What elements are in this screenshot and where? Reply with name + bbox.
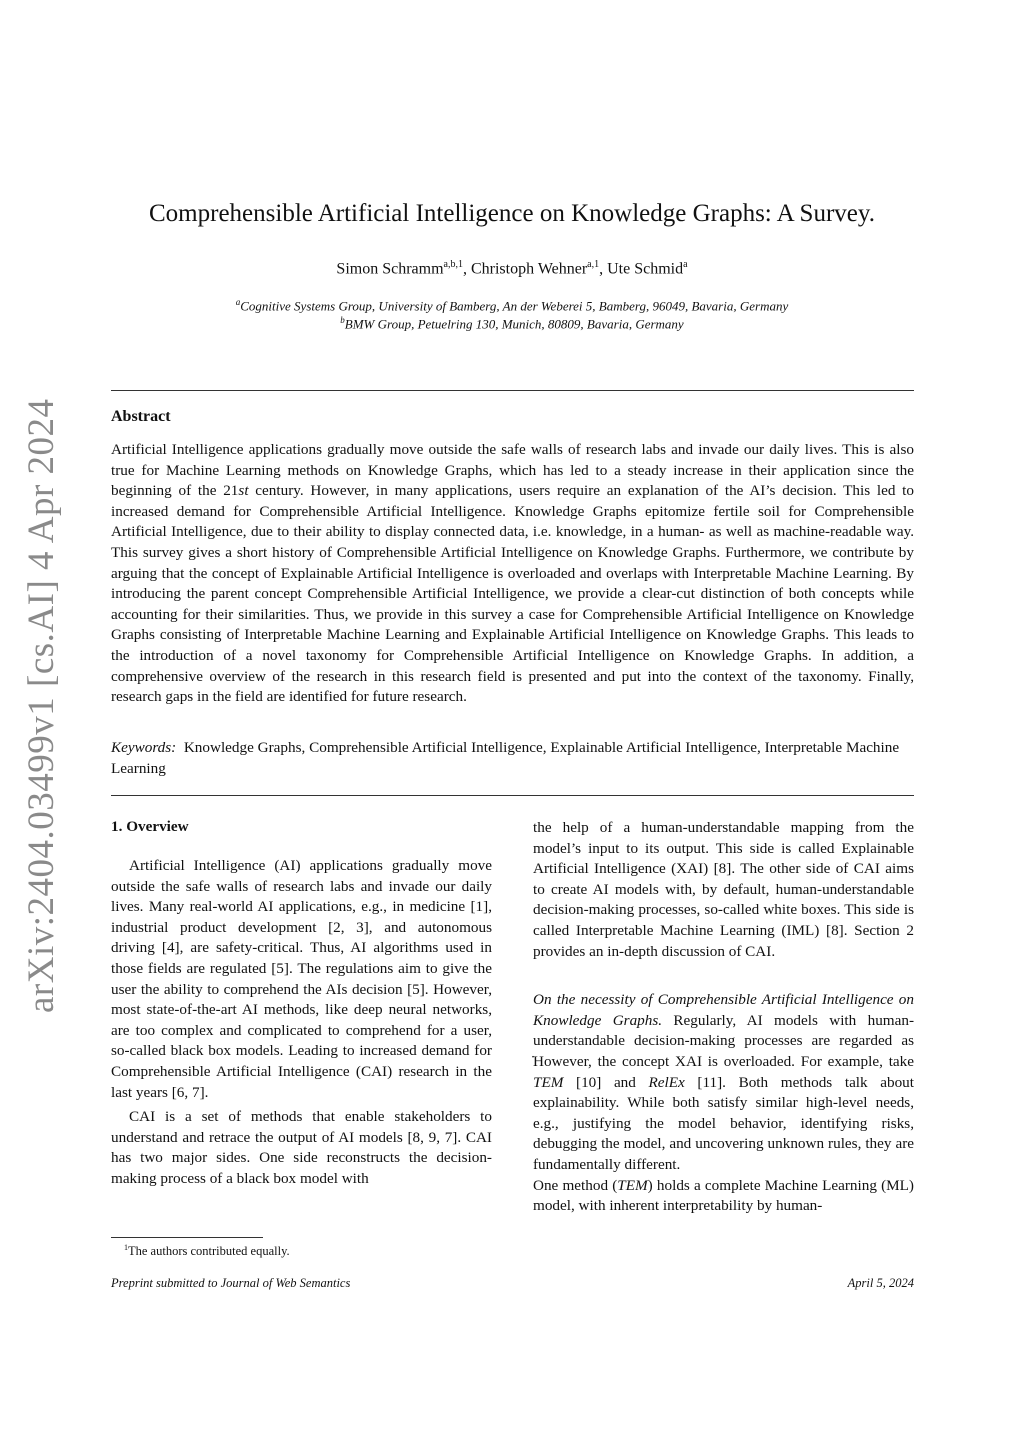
- body-text: ) holds a complete Machine Learning (ML) model, with inherent interpretability by human-: [533, 1176, 914, 1215]
- footnote-mark: 1: [124, 1243, 128, 1252]
- author-list: [0, 259, 1024, 278]
- body-paragraph: [533, 1176, 914, 1217]
- paragraph-heading: On the necessity of Comprehensible Artificial Intelligence on Knowledge Graphs.: [533, 991, 914, 1029]
- body-paragraph: the help of a human-understandable mapping from the model’s input to its output. This side is called Explainable Artificial Intelligence (XAI) [8]. The other side of CAI aims to create AI models with, by default, human-understandable decision-making processes, so-called white boxes. This side is called Interpretable Machine Learning (IML) [8]. Section 2 provides an in-depth discussion of CAI.: [533, 819, 914, 960]
- abstract-heading: Abstract: [111, 408, 171, 425]
- affiliation-b: [0, 315, 1024, 332]
- abstract-text: [111, 440, 914, 708]
- keywords: [111, 738, 914, 779]
- footnote-rule: [111, 1237, 263, 1238]
- method-name-relex: RelEx: [648, 1073, 685, 1091]
- keywords-text: Knowledge Graphs, Comprehensible Artificial Intelligence, Explainable Artificial Intelligence, Interpretable Machine Learning: [111, 739, 900, 777]
- affiliation-text: BMW Group, Petuelring 130, Munich, 80809, Bavaria, Germany: [344, 316, 684, 332]
- left-column: [111, 856, 492, 1194]
- abstract-bottom-rule: [111, 795, 914, 796]
- method-name-tem: TEM: [617, 1176, 648, 1194]
- affiliation-mark: a: [235, 297, 241, 307]
- method-name-tem: TEM: [533, 1073, 564, 1091]
- affiliation-a: [0, 297, 1024, 314]
- author-name: Ute Schmid: [607, 260, 684, 278]
- author-affiliation-mark: a,1: [587, 259, 600, 270]
- body-paragraph: Artificial Intelligence (AI) applications gradually move outside the safe walls of research labs and invade our daily lives. Many real-world AI applications, e.g., in medicine [1], industrial product development [2, 3], and autonomous driving [4], are safety-critical. Thus, AI algorithms used in those fields are regulated [5]. The regulations aim to give the user the ability to comprehend the AIs decision [5]. However, most state-of-the-art AI methods, like deep neural networks, are too complex and complicated to comprehend for a user, so-called black box models. Leading to increased demand for Comprehensible Artificial Intelligence (CAI) research in the last years [6, 7].: [111, 857, 492, 1101]
- arxiv-identifier-stamp: arXiv:2404.03499v1 [cs.AI] 4 Apr 2024: [21, 398, 62, 1013]
- body-paragraph: CAI is a set of methods that enable stakeholders to understand and retrace the output of AI models [8, 9, 7]. CAI has two major sides. One side reconstructs the decision-making process of a black box model with: [111, 1108, 492, 1187]
- paper-title: Comprehensible Artificial Intelligence on Knowledge Graphs: A Survey.: [149, 200, 875, 227]
- footer-journal: Preprint submitted to Journal of Web Semantics: [111, 1276, 351, 1290]
- author-separator: ,: [599, 260, 608, 278]
- affiliation-text: Cognitive Systems Group, University of Bamberg, An der Weberei 5, Bamberg, 96049, Bavaria, Germany: [240, 298, 789, 314]
- abstract-text-part: Artificial Intelligence applications gradually move outside the safe walls of research labs and invade our daily lives. This is also true for Machine Learning methods on Knowledge Graphs, which has led to a steady increase in their application since the beginning of the 21: [111, 441, 914, 500]
- author-name: Simon Schramm: [336, 260, 444, 278]
- footnote-text: The authors contributed equally.: [128, 1244, 290, 1259]
- author-name: Christoph Wehner: [470, 260, 588, 278]
- section-heading-overview: 1. Overview: [111, 818, 189, 835]
- footer-date: April 5, 2024: [847, 1276, 914, 1290]
- author-separator: ,: [462, 260, 471, 278]
- abstract-top-rule: [111, 390, 914, 391]
- century-suffix: st: [238, 482, 249, 500]
- right-column: [533, 818, 914, 1217]
- author-affiliation-mark: a: [683, 259, 688, 270]
- body-text: Regularly, AI models with human-understandable decision-making processes are regarded as ̇However, the concept XAI is overloaded. For example, take: [533, 1011, 914, 1070]
- body-paragraph: [533, 990, 914, 1175]
- abstract-text-part: century. However, in many applications, users require an explanation of the AI’s decision. This led to increased demand for Comprehensible Artificial Intelligence. Knowledge Graphs epitomize fertile soil for Comprehensible Artificial Intelligence, due to their ability to display connected data, i.e. knowledge, in a human- as well as machine-readable way. This survey gives a short history of Comprehensible Artificial Intelligence on Knowledge Graphs. Furthermore, we contribute by arguing that the concept of Explainable Artificial Intelligence is overloaded and overlaps with Interpretable Machine Learning. By introducing the parent concept Comprehensible Artificial Intelligence, we provide a clear-cut distinction of both concepts while accounting for their similarities. Thus, we provide in this survey a case for Comprehensible Artificial Intelligence on Knowledge Graphs consisting of Interpretable Machine Learning and Explainable Artificial Intelligence on Knowledge Graphs. This leads to the introduction of a novel taxonomy for Comprehensible Artificial Intelligence on Knowledge Graphs. In addition, a comprehensive overview of the research in this research field is presented and put into the context of the taxonomy. Finally, research gaps in the field are identified for future research.: [111, 482, 914, 706]
- author-affiliation-mark: a,b,1: [443, 259, 463, 270]
- keywords-label: Keywords:: [111, 739, 177, 756]
- footnote: [124, 1243, 290, 1259]
- body-text: [11]. Both methods talk about explainability. While both satisfy similar high-level needs, e.g., justifying the model behavior, identifying risks, debugging the model, and uncovering unknown rules, they are fundamentally different.: [533, 1073, 914, 1173]
- body-text: One method (: [533, 1176, 618, 1194]
- body-text: [10] and: [563, 1073, 649, 1091]
- affiliation-mark: b: [340, 315, 345, 325]
